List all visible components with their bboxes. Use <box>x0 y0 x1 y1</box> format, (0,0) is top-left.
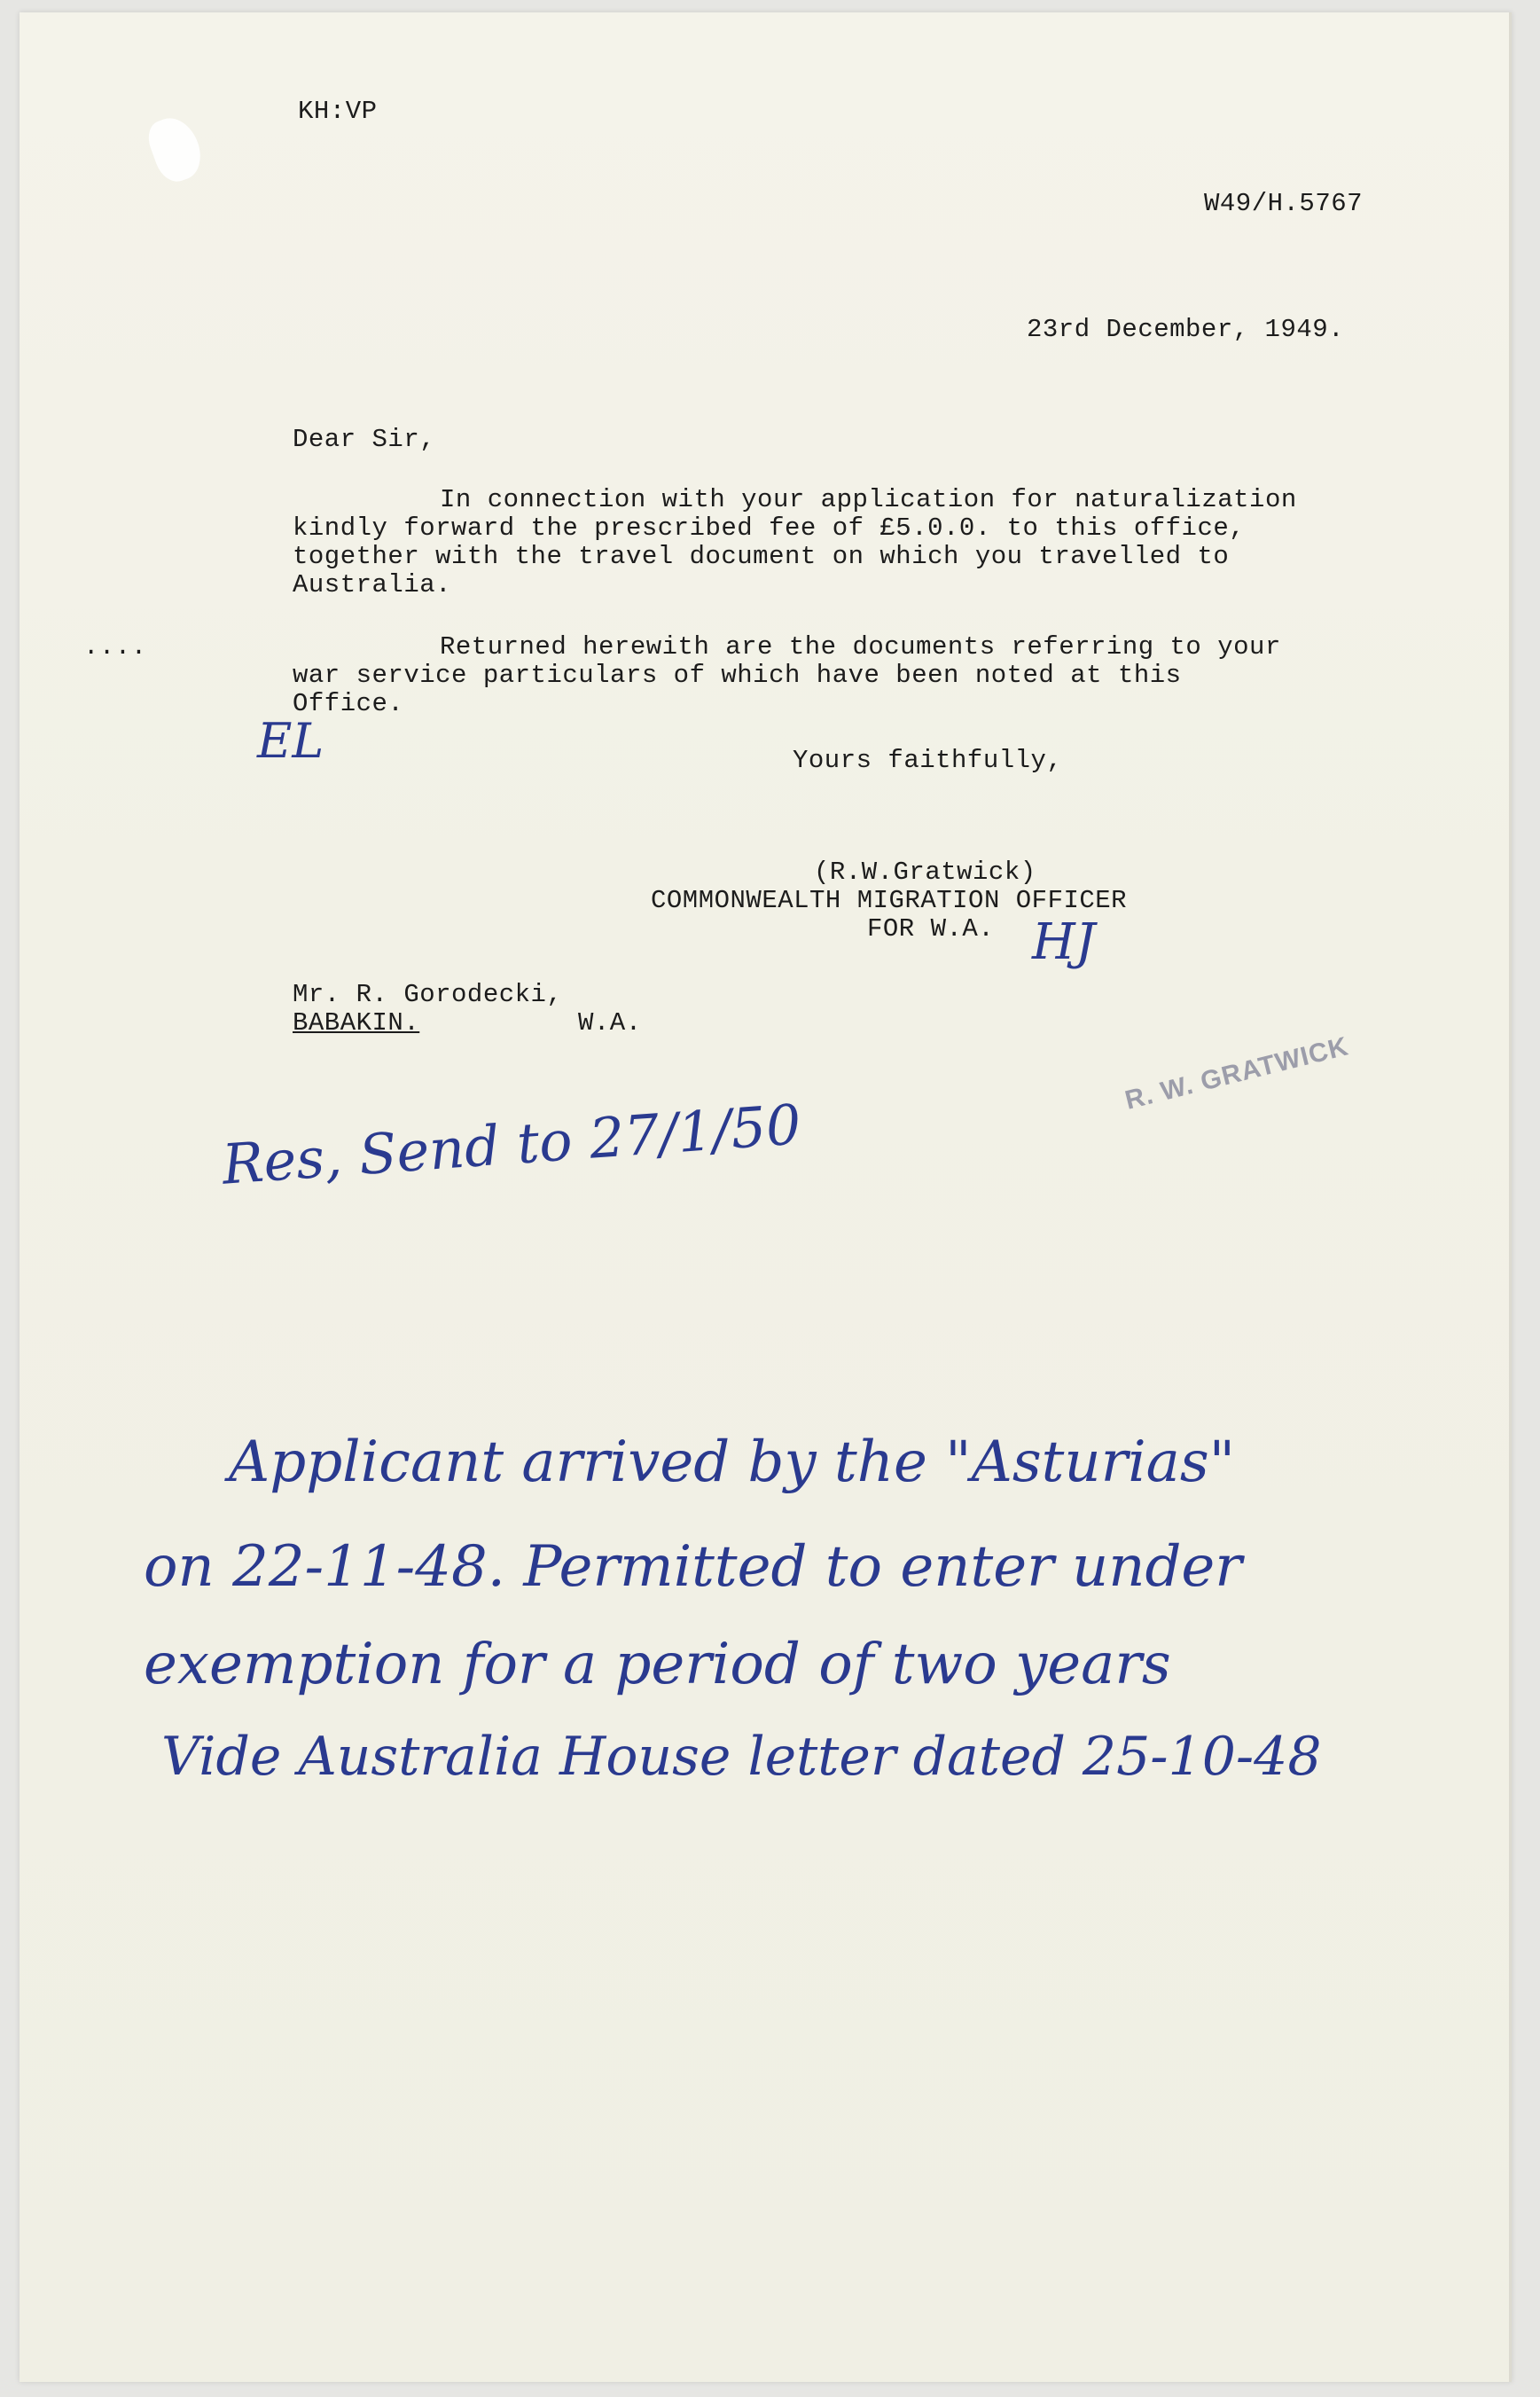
handwritten-note-2-line-1: Applicant arrived by the "Asturias" <box>229 1430 1236 1495</box>
addressee-town: BABAKIN. <box>293 1008 420 1038</box>
handwritten-initials-left: EL <box>257 713 324 769</box>
addressee-state: W.A. <box>578 1008 642 1038</box>
salutation: Dear Sir, <box>293 425 436 454</box>
signatory-title-1: COMMONWEALTH MIGRATION OFFICER <box>651 886 1128 915</box>
document-page <box>20 12 1512 2382</box>
paragraph-1-line-2: kindly forward the prescribed fee of £5.0.0. to this office, <box>293 513 1246 543</box>
closing: Yours faithfully, <box>793 746 1063 775</box>
signatory-title-2: FOR W.A. <box>867 914 995 944</box>
handwritten-note-2-line-2: on 22-11-48. Permitted to enter under <box>144 1534 1242 1600</box>
paragraph-2-line-2: war service particulars of which have been noted at this <box>293 661 1182 690</box>
paragraph-1-line-4: Australia. <box>293 570 452 599</box>
punch-hole <box>143 111 207 186</box>
paragraph-2-line-1: Returned herewith are the documents referring to your <box>440 632 1281 662</box>
handwritten-initials-right: HJ <box>1032 913 1096 971</box>
name-stamp: R. W. GRATWICK <box>1122 1031 1352 1116</box>
signatory-name: (R.W.Gratwick) <box>814 858 1036 887</box>
paragraph-2-line-3: Office. <box>293 689 404 718</box>
ref-initials: KH:VP <box>298 97 378 126</box>
paragraph-1-line-1: In connection with your application for naturalization <box>440 485 1297 514</box>
handwritten-note-1: Res, Send to 27/1/50 <box>220 1092 803 1197</box>
addressee-name: Mr. R. Gorodecki, <box>293 980 563 1009</box>
handwritten-note-2-line-3: exemption for a period of two years <box>144 1632 1171 1697</box>
letter-date: 23rd December, 1949. <box>1027 315 1345 344</box>
margin-dots: .... <box>83 632 147 662</box>
file-reference: W49/H.5767 <box>1204 189 1364 218</box>
paragraph-1-line-3: together with the travel document on which you travelled to <box>293 542 1230 571</box>
handwritten-note-2-line-4: Vide Australia House letter dated 25-10-48 <box>161 1726 1322 1788</box>
